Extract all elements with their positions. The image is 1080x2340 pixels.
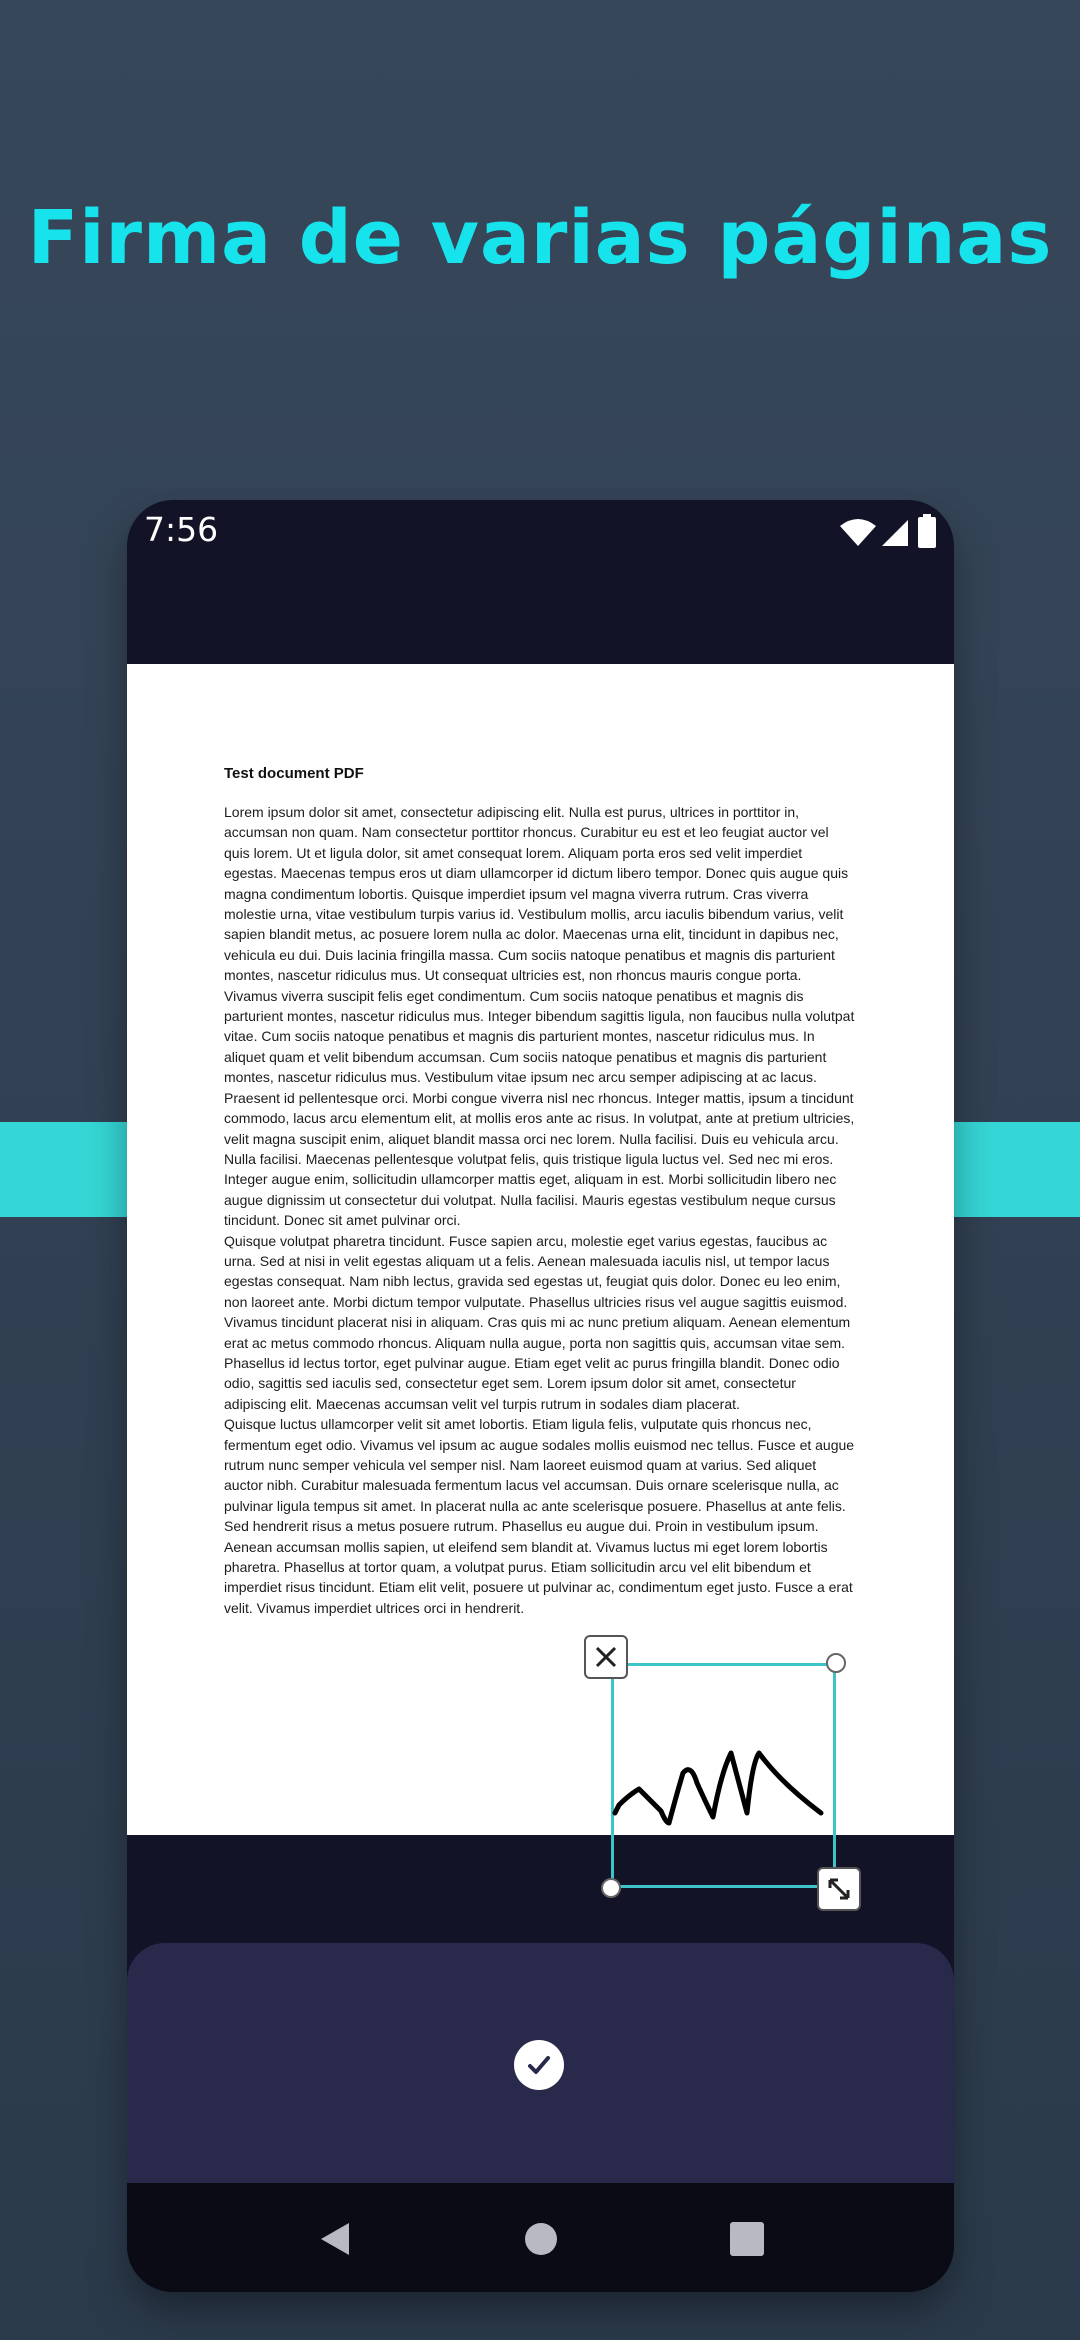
signature-handle-bottom-left[interactable] xyxy=(601,1878,621,1898)
home-icon xyxy=(523,2221,559,2257)
status-bar xyxy=(127,500,954,564)
resize-icon xyxy=(826,1876,852,1902)
nav-back-button[interactable] xyxy=(315,2219,355,2259)
nav-recents-button[interactable] xyxy=(727,2219,767,2259)
nav-home-button[interactable] xyxy=(521,2219,561,2259)
headline-title: Firma de varias páginas xyxy=(27,195,1053,281)
signature-drawing[interactable] xyxy=(611,1663,836,1888)
signature-handle-top-right[interactable] xyxy=(826,1653,846,1673)
resize-signature-button[interactable] xyxy=(817,1867,861,1911)
close-icon xyxy=(593,1644,619,1670)
signal-icon xyxy=(880,518,910,548)
phone-mockup xyxy=(127,500,954,2292)
wifi-icon xyxy=(838,516,878,548)
battery-icon xyxy=(918,514,936,548)
document-title: Test document PDF xyxy=(224,765,364,782)
confirm-signature-button[interactable] xyxy=(514,2040,564,2090)
accent-band-right xyxy=(950,1122,1080,1217)
android-nav-bar xyxy=(127,2183,954,2292)
back-icon xyxy=(317,2221,353,2257)
check-icon xyxy=(524,2050,554,2080)
recents-icon xyxy=(729,2221,765,2257)
document-body: Lorem ipsum dolor sit amet, consectetur adipiscing elit. Nulla est purus, ultrices in porttitor in, accumsan non quam. Nam consectetur porttitor rhoncus. Curabitur eu est et leo feugiat auctor vel quis lorem. Ut et ligula dolor, sit amet consequat lorem. Aliquam porta eros sed velit imperdiet egestas. Maecenas tempus eros ut diam ullamcorper id dictum libero tempor. Donec quis augue quis magna condimentum lobortis. Quisque imperdiet ipsum vel magna viverra rutrum. Cras viverra molestie urna, vitae vestibulum turpis varius id. Vestibulum mollis, arcu iaculis bibendum varius, velit sapien blandit metus, ac posuere lorem nulla ac dolor. Maecenas urna elit, tincidunt in dapibus nec, vehicula eu dui. Duis lacinia fringilla massa. Cum sociis natoque penatibus et magnis dis parturient montes, nascetur ridiculus mus. Ut consequat ultricies est, non rhoncus mauris congue porta. Vivamus viverra suscipit felis eget condimentum. Cum sociis natoque penatibus et magnis dis parturient montes, nascetur ridiculus mus. Integer bibendum sagittis ligula, non faucibus nulla volutpat vitae. Cum sociis natoque penatibus et magnis dis parturient montes, nascetur ridiculus mus. In aliquet quam et velit bibendum accumsan. Cum sociis natoque penatibus et magnis dis parturient montes, nascetur ridiculus mus. Vestibulum vitae ipsum nec arcu semper adipiscing at ac lacus. Praesent id pellentesque orci. Morbi congue viverra nisl nec rhoncus. Integer mattis, ipsum a tincidunt commodo, lacus arcu elementum elit, at mollis eros ante ac risus. In volutpat, ante at pretium ultricies, velit magna suscipit enim, aliquet blandit massa orci nec lorem. Nulla facilisi. Duis eu vehicula arcu. Nulla facilisi. Maecenas pellentesque volutpat felis, quis tristique ligula luctus vel. Sed nec mi eros. Integer augue enim, sollicitudin ullamcorper mattis eget, aliquam in est. Morbi sollicitudin libero nec augue dignissim ut consectetur dui volutpat. Nulla facilisi. Mauris egestas vestibulum neque cursus tincidunt. Donec sit amet pulvinar orci. Quisque volutpat pharetra tincidunt. Fusce sapien arcu, molestie eget varius egestas, faucibus ac urna. Sed at nisi in velit egestas aliquam ut a felis. Aenean malesuada iaculis nisl, ut tempor lacus egestas consequat. Nam nibh lectus, gravida sed egestas ut, feugiat quis dolor. Donec eu leo enim, non laoreet ante. Morbi dictum tempor vulputate. Phasellus ultricies risus vel augue sagittis euismod. Vivamus tincidunt placerat nisi in aliquam. Cras quis mi ac nunc pretium aliquam. Aenean elementum erat ac metus commodo rhoncus. Aliquam nulla augue, porta non sagittis quis, accumsan vitae sem. Phasellus id lectus tortor, eget pulvinar augue. Etiam eget velit ac purus fringilla blandit. Donec odio odio, sagittis sed iaculis sed, consectetur eget sem. Lorem ipsum dolor sit amet, consectetur adipiscing elit. Maecenas accumsan velit vel turpis rutrum in sodales diam placerat. Quisque luctus ullamcorper velit sit amet lobortis. Etiam ligula felis, vulputate quis rhoncus nec, fermentum eget odio. Vivamus vel ipsum ac augue sodales mollis euismod nec tellus. Fusce et augue rutrum nunc semper vehicula vel semper nisl. Nam laoreet euismod quam at varius. Sed aliquet auctor nibh. Curabitur malesuada fermentum lacus vel accumsan. Duis ornare scelerisque nulla, ac pulvinar ligula tempus sit amet. In placerat nulla ac ante scelerisque posuere. Phasellus at ante felis. Sed hendrerit risus a metus posuere rutrum. Phasellus eu augue dui. Proin in vestibulum ipsum. Aenean accumsan mollis sapien, ut eleifend sem blandit at. Vivamus luctus mi eget lorem lobortis pharetra. Phasellus at tortor quam, a volutpat purus. Etiam sollicitudin arcu vel elit bibendum et imperdiet risus tincidunt. Etiam elit velit, posuere ut pulvinar ac, condimentum eget justo. Fusce a erat velit. Vivamus imperdiet ultrices orci in hendrerit. xyxy=(224,804,855,1616)
bottom-action-panel xyxy=(127,1943,954,2183)
status-icons xyxy=(808,512,938,552)
accent-band-left xyxy=(0,1122,130,1217)
status-time: 7:56 xyxy=(144,510,219,549)
remove-signature-button[interactable] xyxy=(584,1635,628,1679)
